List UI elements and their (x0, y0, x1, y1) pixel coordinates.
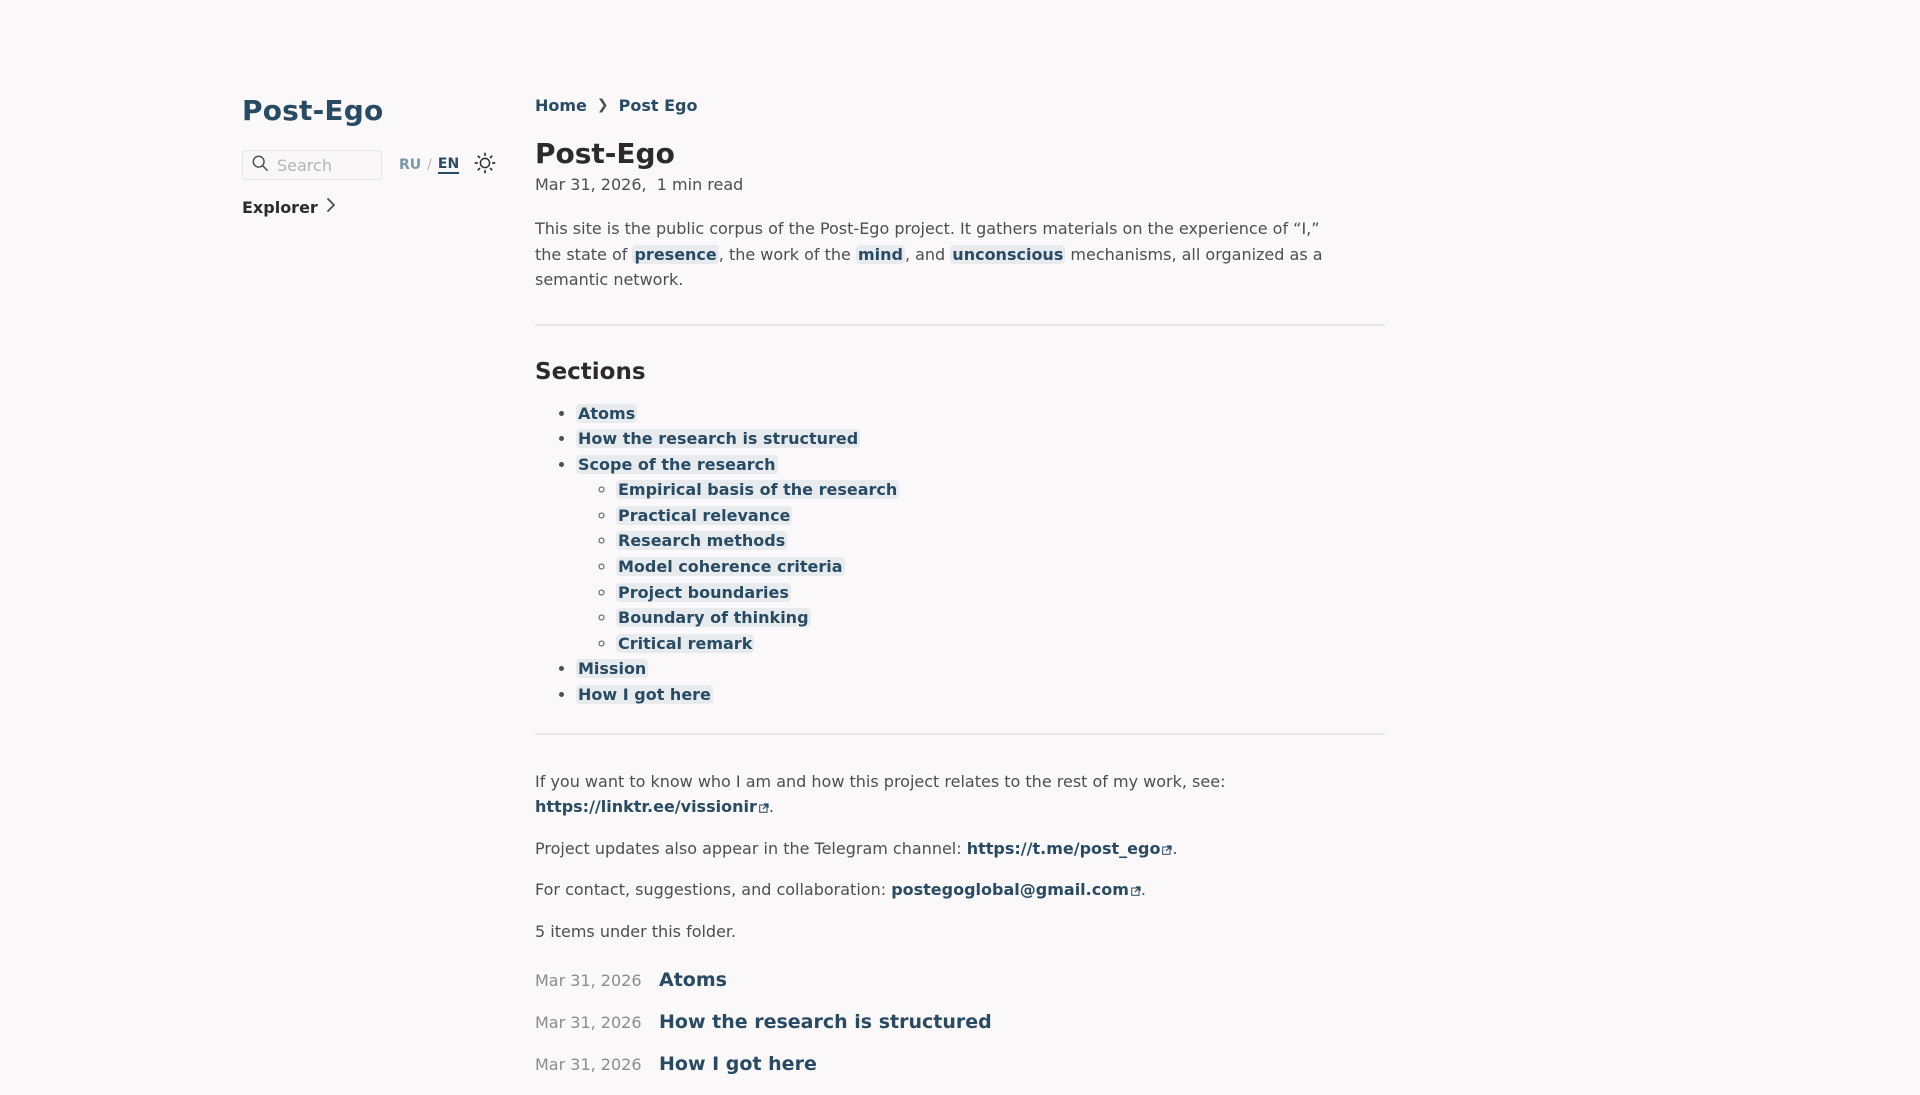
breadcrumb-home[interactable]: Home (535, 95, 587, 115)
page-date: Mar 31, 2026 (535, 1055, 642, 1075)
folder-page-list (535, 969, 1385, 1095)
linktree-link[interactable] (535, 797, 769, 816)
telegram-text: Project updates also appear in the Telegram channel: (535, 838, 967, 858)
email-link[interactable] (891, 880, 1141, 899)
intro-text: mechanisms, all organized as a semantic network. (535, 244, 1323, 289)
telegram-link-text: https://t.me/post_ego (966, 838, 1161, 858)
list-item (576, 682, 1385, 708)
sidebar (242, 92, 512, 217)
contact-paragraph (535, 877, 1385, 903)
section-link-coherence-criteria[interactable]: Model coherence criteria (618, 557, 843, 577)
list-item (616, 631, 1385, 657)
sidebar-controls (242, 149, 512, 181)
punctuation: . (1172, 838, 1178, 858)
section-link-critical-remark[interactable]: Critical remark (618, 633, 753, 653)
folder-count: 5 items under this folder. (535, 921, 737, 941)
page-title: Post-Ego (535, 137, 675, 170)
section-link-research-structure[interactable]: How the research is structured (578, 429, 859, 449)
intro-text: , the work of the (718, 244, 856, 264)
lang-ru-link[interactable]: RU (399, 157, 422, 173)
sections-sublist (576, 477, 1385, 656)
main-content (535, 92, 1385, 1095)
link-mind[interactable]: mind (857, 244, 903, 264)
about-text: If you want to know who I am and how this project relates to the rest of my work, see: (535, 771, 1226, 791)
contact-text: For contact, suggestions, and collaboration: (535, 880, 892, 900)
about-paragraph (535, 769, 1385, 820)
intro-text: This site is the public corpus of the Post-Ego project. It gathers materials on the experience of “I,” the state of (535, 219, 1320, 264)
list-item (535, 1053, 1385, 1095)
telegram-link[interactable] (967, 839, 1173, 858)
section-link-scope[interactable]: Scope of the research (578, 454, 776, 474)
list-item (616, 503, 1385, 529)
section-link-practical-relevance[interactable]: Practical relevance (618, 505, 791, 525)
list-item (576, 452, 1385, 657)
section-link-atoms[interactable]: Atoms (578, 403, 636, 423)
intro-paragraph (535, 216, 1335, 293)
breadcrumb-current[interactable]: Post Ego (618, 95, 698, 115)
external-link-icon (759, 795, 769, 805)
sun-icon (474, 152, 496, 178)
section-link-how-i-got-here[interactable]: How I got here (578, 685, 711, 705)
list-item (576, 426, 1385, 452)
page-link-research-structure[interactable]: How the research is structured (659, 1011, 992, 1034)
punctuation: . (1140, 880, 1146, 900)
list-item (576, 401, 1385, 427)
sections-list (535, 401, 1385, 708)
search-icon (251, 154, 269, 176)
email-link-text: postegoglobal@gmail.com (891, 880, 1129, 900)
list-item (535, 969, 1385, 1011)
breadcrumb-separator-icon: ❯ (596, 97, 609, 113)
divider (535, 324, 1385, 326)
section-link-empirical-basis[interactable]: Empirical basis of the research (618, 480, 898, 500)
section-link-project-boundaries[interactable]: Project boundaries (618, 582, 789, 602)
section-link-boundary-thinking[interactable]: Boundary of thinking (618, 608, 809, 628)
explorer-label: Explorer (242, 197, 318, 217)
linktree-link-text: https://linktr.ee/vissionir (535, 797, 757, 817)
list-item (616, 477, 1385, 503)
list-item (616, 580, 1385, 606)
page-link-how-i-got-here[interactable]: How I got here (659, 1053, 817, 1076)
page-meta: Mar 31, 2026, 1 min read (535, 175, 744, 194)
search-input[interactable] (242, 150, 382, 180)
list-item (576, 656, 1385, 682)
language-switcher (399, 156, 459, 174)
search-placeholder: Search (277, 155, 332, 175)
list-item (616, 554, 1385, 580)
theme-toggle-button[interactable] (474, 154, 496, 176)
section-link-research-methods[interactable]: Research methods (618, 531, 786, 551)
page-link-atoms[interactable]: Atoms (659, 969, 727, 992)
explorer-toggle[interactable] (242, 197, 512, 217)
page-date: Mar 31, 2026 (535, 1013, 642, 1033)
link-unconscious[interactable]: unconscious (952, 244, 1064, 264)
chevron-right-icon (318, 197, 336, 217)
divider (535, 733, 1385, 735)
breadcrumb (535, 92, 1385, 118)
site-title[interactable]: Post-Ego (242, 94, 384, 127)
list-item (616, 528, 1385, 554)
list-item (535, 1011, 1385, 1053)
lang-en-link[interactable]: EN (437, 156, 460, 172)
sections-heading: Sections (535, 358, 646, 385)
punctuation: . (768, 797, 774, 817)
page-date: Mar 31, 2026 (535, 971, 642, 991)
lang-separator: / (427, 157, 432, 173)
list-item (616, 605, 1385, 631)
link-presence[interactable]: presence (634, 244, 717, 264)
section-link-mission[interactable]: Mission (578, 659, 647, 679)
intro-text: , and (904, 244, 951, 264)
telegram-paragraph (535, 836, 1385, 862)
external-link-icon (1162, 837, 1172, 847)
external-link-icon (1131, 878, 1141, 888)
